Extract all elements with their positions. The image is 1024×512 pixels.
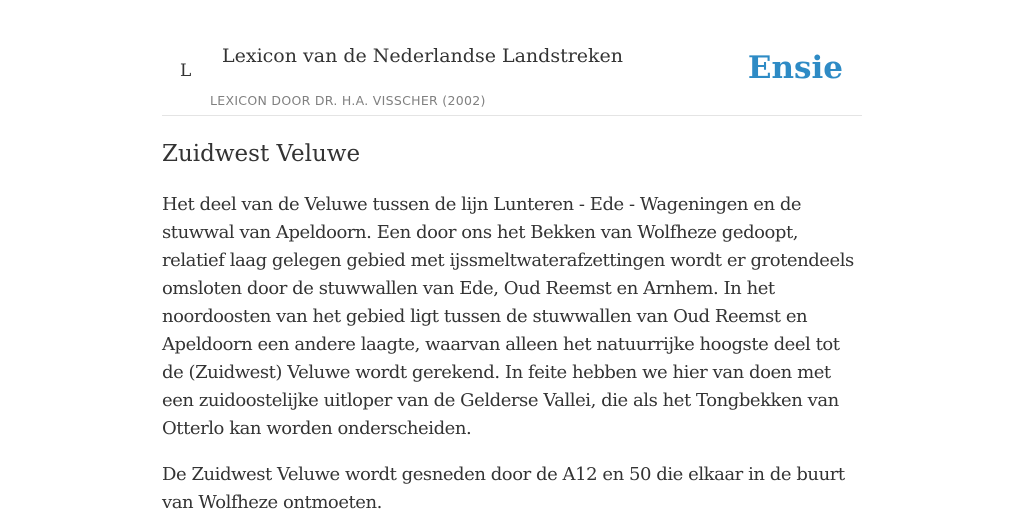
lexicon-title[interactable]: Lexicon van de Nederlandse Landstreken <box>222 45 624 67</box>
entry-title: Zuidwest Veluwe <box>162 141 361 167</box>
lexicon-logo[interactable]: L <box>180 61 192 81</box>
lexicon-header <box>162 0 862 116</box>
entry-content <box>162 138 862 512</box>
entry-paragraph: De Zuidwest Veluwe wordt gesneden door de A12 en 50 die elkaar in de buurt van Wolfheze ontmoeten. <box>162 464 845 512</box>
page <box>162 0 862 512</box>
ensie-logo[interactable]: Ensie <box>747 50 843 86</box>
entry-paragraph: Het deel van de Veluwe tussen de lijn Lunteren - Ede - Wageningen en de stuwwal van Apeldoorn. Een door ons het Bekken van Wolfheze gedoopt, relatief laag gelegen gebied met ijssmeltwaterafzettingen wordt er grotendeels omsloten door de stuwwallen van Ede, Oud Reemst en Arnhem. In het noordoosten van het gebied ligt tussen de stuwwallen van Oud Reemst en Apeldoorn een andere laagte, waarvan alleen het natuurrijke hoogste deel tot de (Zuidwest) Veluwe wordt gerekend. In feite hebben we hier van doen met een zuidoostelijke uitloper van de Gelderse Vallei, die als het Tongbekken van Otterlo kan worden onderscheiden. <box>162 194 854 439</box>
lexicon-subtitle: LEXICON DOOR DR. H.A. VISSCHER (2002) <box>210 93 486 108</box>
